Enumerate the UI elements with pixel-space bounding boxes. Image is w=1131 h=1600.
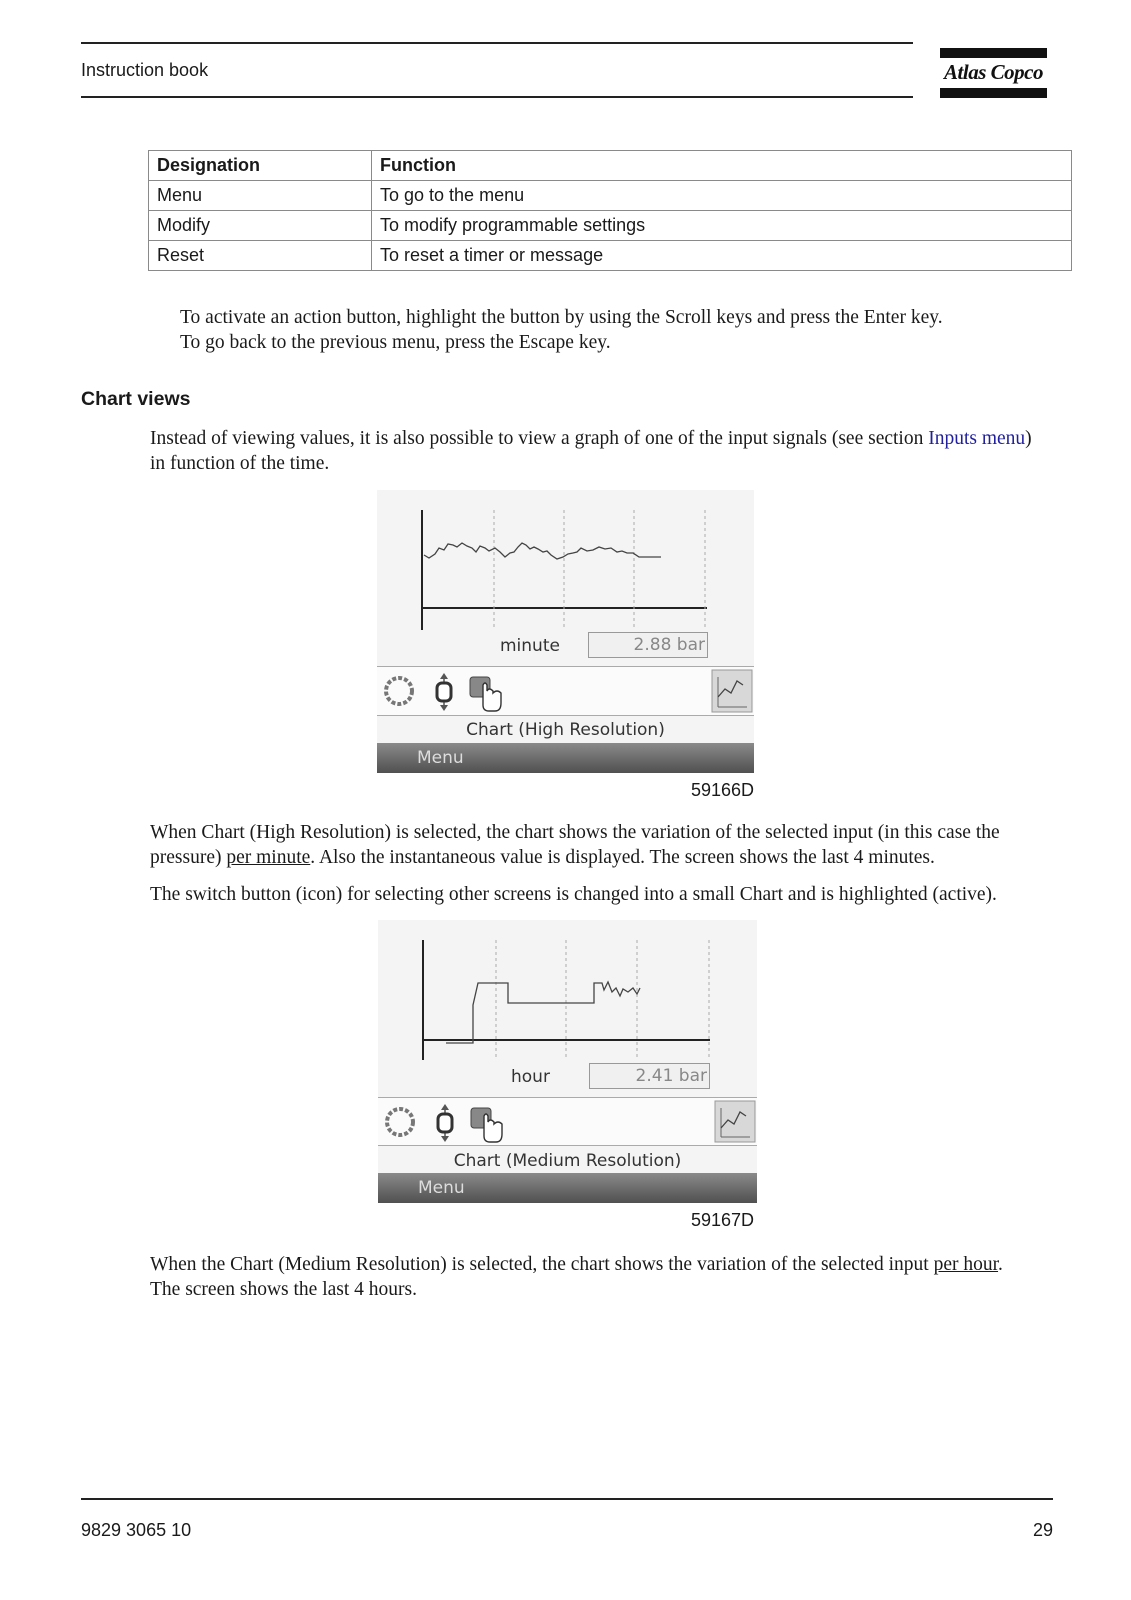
paragraph-medium-resolution (150, 1252, 1030, 1302)
table-header-function: Function (372, 151, 1072, 181)
footer-page-number: 29 (1032, 1520, 1053, 1540)
table-header-row (149, 151, 1072, 181)
menu-label: Menu (417, 748, 464, 768)
header-title: Instruction book (81, 60, 209, 80)
figure-id: 59167D (691, 1210, 755, 1230)
intro-line-1: To activate an action button, highlight the button by using the Scroll keys and press the Enter key. (180, 307, 943, 328)
touch-hand-icon (471, 1108, 502, 1142)
section-heading: Chart views (81, 388, 191, 410)
para-text: Instead of viewing values, it is also possible to view a graph of one of the input signals (see section (150, 428, 929, 449)
para-underline: per minute (226, 847, 311, 868)
table-cell: Reset (149, 241, 372, 271)
footer-doc-number: 9829 3065 10 (81, 1520, 192, 1540)
paragraph-switch-button: The switch button (icon) for selecting other screens is changed into a small Chart and is highlighted (active). (150, 884, 997, 905)
screen-caption: Chart (High Resolution) (466, 720, 665, 740)
chart-unit-label: hour (511, 1067, 550, 1087)
touch-hand-icon (470, 677, 501, 711)
table-cell: Menu (149, 181, 372, 211)
para-text: ) in function of the time. (150, 428, 1032, 474)
para-text: . Also the instantaneous value is displayed. The screen shows the last 4 minutes. (310, 847, 935, 868)
status-ring-icon (386, 678, 412, 704)
chart-switch-icon (715, 1101, 755, 1142)
icon-bar (377, 667, 754, 715)
instant-value-box: 2.88 bar (588, 632, 708, 658)
chart-unit-label: minute (500, 636, 560, 656)
function-table (148, 150, 1072, 271)
table-cell: To go to the menu (372, 181, 1072, 211)
para-text: When the Chart (Medium Resolution) is selected, the chart shows the variation of the selected input (150, 1254, 934, 1275)
menu-button[interactable] (378, 1173, 757, 1203)
section-paragraph (150, 426, 1050, 476)
logo-wordmark: Atlas Copco (944, 60, 1043, 84)
para-text: When Chart (High Resolution) is selected, the chart shows the variation of the selected input (in this case the pressure) (150, 822, 1000, 868)
header-bottom-rule (81, 96, 913, 98)
para-underline: per hour (933, 1254, 999, 1275)
scroll-updown-icon (438, 1104, 452, 1142)
instant-value-box: 2.41 bar (589, 1063, 710, 1089)
status-ring-icon (387, 1109, 413, 1135)
table-cell: To reset a timer or message (372, 241, 1072, 271)
table-row (149, 211, 1072, 241)
paragraph-high-resolution (150, 820, 1060, 870)
intro-line-2: To go back to the previous menu, press the Escape key. (180, 332, 611, 353)
footer-rule (81, 1498, 1053, 1500)
figure-id: 59166D (691, 780, 755, 800)
chart-switch-icon (712, 670, 752, 712)
table-header-designation: Designation (149, 151, 372, 181)
table-cell: To modify programmable settings (372, 211, 1072, 241)
para-text: . The screen shows the last 4 hours. (150, 1254, 1003, 1300)
header-top-rule (81, 42, 913, 44)
icon-bar (378, 1098, 757, 1145)
table-row (149, 181, 1072, 211)
table-cell: Modify (149, 211, 372, 241)
atlas-copco-logo (940, 48, 1047, 100)
table-row (149, 241, 1072, 271)
menu-button[interactable] (377, 743, 754, 773)
menu-label: Menu (418, 1178, 465, 1198)
controller-screen-high-resolution (377, 490, 754, 773)
scroll-updown-icon (437, 673, 451, 711)
screen-caption: Chart (Medium Resolution) (453, 1151, 682, 1171)
controller-screen-medium-resolution (378, 920, 757, 1203)
inputs-menu-link[interactable]: Inputs menu (928, 428, 1026, 449)
